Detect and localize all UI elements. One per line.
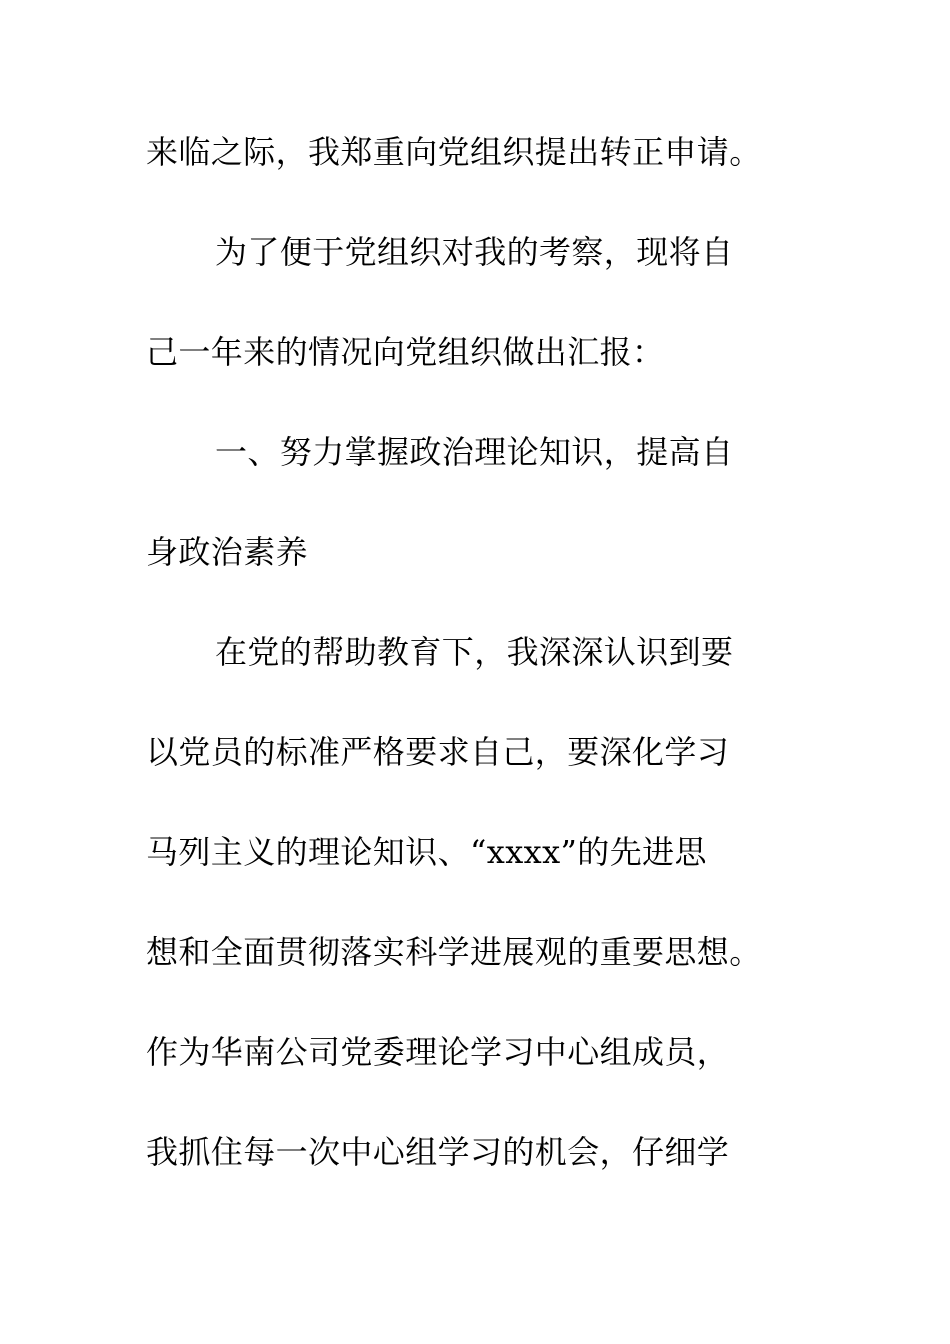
text-line: 我抓住每一次中心组学习的机会，仔细学 — [146, 1133, 730, 1171]
section-heading-line: 一、努力掌握政治理论知识，提高自 — [215, 433, 734, 471]
text-line: 作为华南公司党委理论学习中心组成员， — [146, 1033, 730, 1071]
text-line: 己一年来的情况向党组织做出汇报： — [146, 333, 665, 371]
text-line: 以党员的标准严格要求自己，要深化学习 — [146, 733, 730, 771]
paragraph-start-line: 在党的帮助教育下，我深深认识到要 — [215, 633, 734, 671]
text-line: 马列主义的理论知识、“xxxx”的先进思 — [146, 833, 707, 871]
text-line: 想和全面贯彻落实科学进展观的重要思想。 — [146, 933, 762, 971]
text-line: 来临之际，我郑重向党组织提出转正申请。 — [146, 133, 762, 171]
section-heading-line: 身政治素养 — [146, 533, 309, 571]
paragraph-start-line: 为了便于党组织对我的考察，现将自 — [215, 233, 734, 271]
